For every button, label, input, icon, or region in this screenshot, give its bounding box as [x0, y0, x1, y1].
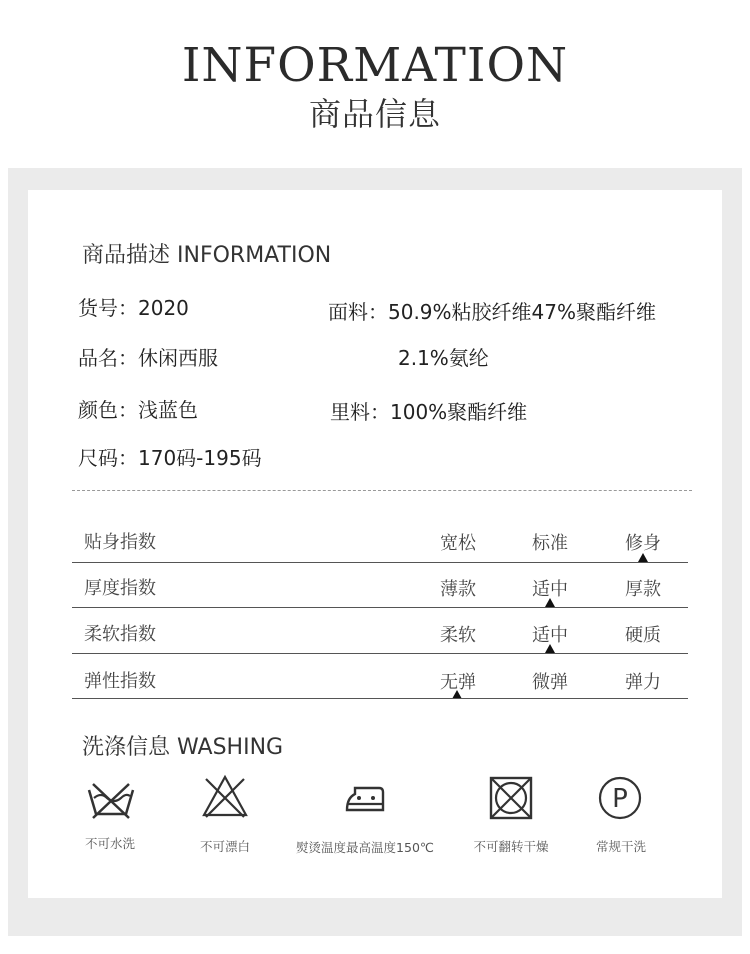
- index-option: 硬质: [625, 625, 661, 646]
- index-option: 无弹: [440, 672, 476, 693]
- index-option: 薄款: [440, 579, 476, 600]
- index-option: 标准: [532, 533, 568, 554]
- index-label: 贴身指数: [84, 532, 156, 553]
- index-option: 宽松: [440, 533, 476, 554]
- wash-label: 不可漂白: [199, 839, 250, 854]
- index-label: 厚度指数: [84, 578, 156, 599]
- lining-composition: 里料：100%聚酯纤维: [330, 400, 528, 424]
- index-option: 弹力: [625, 672, 661, 693]
- section-divider: [72, 490, 692, 491]
- no-wash-icon: [85, 778, 137, 826]
- index-label: 柔软指数: [84, 624, 156, 645]
- index-row-line: [72, 562, 688, 563]
- index-row-line: [72, 607, 688, 608]
- product-size: 尺码：170码-195码: [78, 446, 262, 470]
- wash-label: 不可翻转干燥: [473, 839, 549, 854]
- index-marker: [545, 644, 555, 653]
- svg-text:P: P: [612, 784, 628, 814]
- page-title-zh: 商品信息: [308, 95, 441, 133]
- product-color: 颜色：浅蓝色: [78, 398, 198, 422]
- index-option: 修身: [625, 533, 661, 554]
- wash-label: 熨烫温度最高温度150℃: [296, 840, 434, 855]
- index-option: 厚款: [625, 579, 661, 600]
- index-marker: [545, 598, 555, 607]
- wash-label: 常规干洗: [595, 839, 646, 854]
- index-row-line: [72, 653, 688, 654]
- index-option: 适中: [532, 579, 568, 600]
- index-marker: [638, 553, 648, 562]
- index-option: 适中: [532, 625, 568, 646]
- dry-clean-p-icon: [597, 775, 643, 825]
- item-number: 货号：2020: [78, 296, 189, 320]
- iron-icon: [343, 782, 389, 820]
- index-option: 微弹: [532, 672, 568, 693]
- description-title: 商品描述 INFORMATION: [82, 243, 332, 268]
- washing-title: 洗涤信息 WASHING: [82, 735, 284, 760]
- fabric-composition: 面料：50.9%粘胶纤维47%聚酯纤维: [328, 300, 656, 324]
- fabric-composition-cont: 2.1%氨纶: [398, 346, 489, 370]
- index-option: 柔软: [440, 625, 476, 646]
- no-bleach-icon: [200, 773, 250, 823]
- index-row-line: [72, 698, 688, 699]
- product-name: 品名：休闲西服: [78, 346, 218, 370]
- index-label: 弹性指数: [84, 671, 156, 692]
- page-title-en: INFORMATION: [181, 38, 569, 93]
- no-tumble-dry-icon: [488, 775, 534, 825]
- wash-label: 不可水洗: [84, 836, 135, 851]
